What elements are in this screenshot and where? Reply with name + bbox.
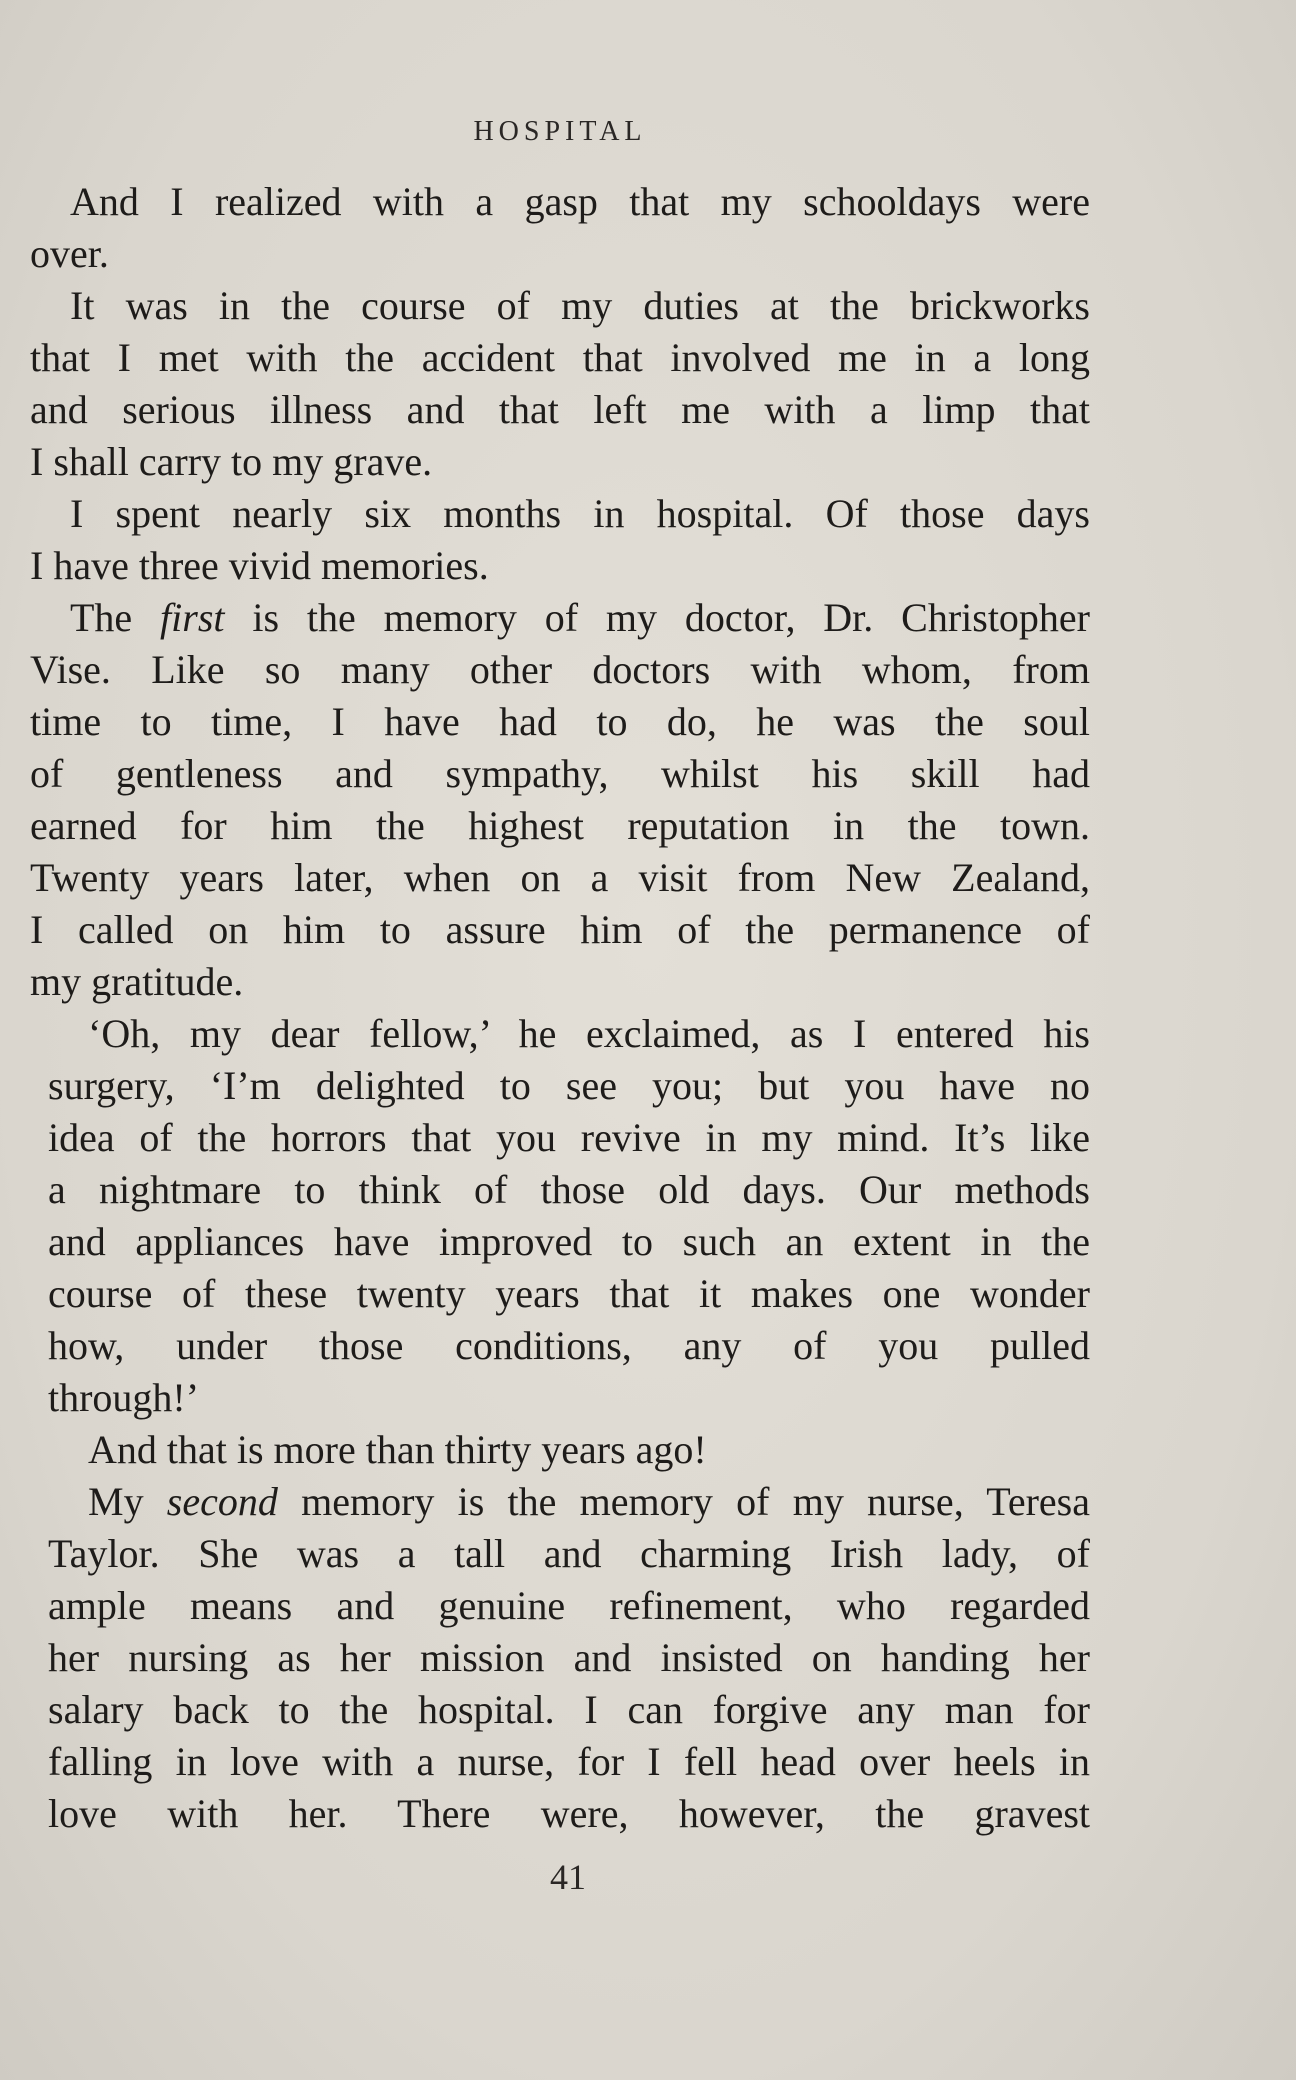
text-run: I spent nearly six months in hospital. Of those days — [70, 491, 1090, 536]
text-line — [30, 1268, 1090, 1320]
text-run: over. — [30, 231, 109, 276]
text-line — [30, 1320, 1090, 1372]
text-run: I shall carry to my grave. — [30, 439, 433, 484]
text-run: that I met with the accident that involved me in a long — [30, 335, 1090, 380]
text-line — [30, 384, 1090, 436]
italic-word: second — [166, 1479, 278, 1524]
text-line — [30, 1476, 1090, 1528]
text-line — [30, 1736, 1090, 1788]
text-run: ample means and genuine refinement, who regarded — [48, 1583, 1090, 1628]
text-run: idea of the horrors that you revive in my mind. It’s like — [48, 1115, 1090, 1160]
text-line — [30, 1684, 1090, 1736]
text-run: salary back to the hospital. I can forgive any man for — [48, 1687, 1090, 1732]
text-line — [30, 956, 1090, 1008]
text-line — [30, 1424, 1090, 1476]
text-line — [30, 1580, 1090, 1632]
text-line — [30, 488, 1090, 540]
text-run: Taylor. She was a tall and charming Irish lady, of — [48, 1531, 1090, 1576]
text-line — [30, 1528, 1090, 1580]
text-run: I called on him to assure him of the permanence of — [30, 907, 1090, 952]
text-line — [30, 852, 1090, 904]
text-line — [30, 1632, 1090, 1684]
text-line — [30, 540, 1090, 592]
text-run: her nursing as her mission and insisted on handing her — [48, 1635, 1090, 1680]
body-text — [30, 176, 1090, 1840]
text-run: It was in the course of my duties at the brickworks — [70, 283, 1090, 328]
text-line — [30, 332, 1090, 384]
text-run: memory is the memory of my nurse, Teresa — [277, 1479, 1090, 1524]
text-line — [30, 696, 1090, 748]
text-run: My — [88, 1479, 167, 1524]
text-run: earned for him the highest reputation in the town. — [30, 803, 1090, 848]
running-head: HOSPITAL — [473, 116, 647, 147]
text-run: Twenty years later, when on a visit from New Zealand, — [30, 855, 1090, 900]
page-number: 41 — [550, 1857, 586, 1897]
text-run: ‘Oh, my dear fellow,’ he exclaimed, as I entered his — [88, 1011, 1090, 1056]
text-run: is the memory of my doctor, Dr. Christopher — [224, 595, 1090, 640]
text-line — [30, 800, 1090, 852]
text-line — [30, 436, 1090, 488]
text-line — [30, 176, 1090, 228]
text-line — [30, 748, 1090, 800]
text-run: And that is more than thirty years ago! — [88, 1427, 707, 1472]
text-run: a nightmare to think of those old days. Our methods — [48, 1167, 1090, 1212]
text-line — [30, 1008, 1090, 1060]
text-run: I have three vivid memories. — [30, 543, 489, 588]
text-line — [30, 904, 1090, 956]
text-line — [30, 1372, 1090, 1424]
text-line — [30, 1060, 1090, 1112]
text-run: surgery, ‘I’m delighted to see you; but you have no — [48, 1063, 1090, 1108]
text-run: course of these twenty years that it makes one wonder — [48, 1271, 1090, 1316]
text-run: of gentleness and sympathy, whilst his skill had — [30, 751, 1090, 796]
text-run: The — [70, 595, 161, 640]
text-run: falling in love with a nurse, for I fell head over heels in — [48, 1739, 1090, 1784]
text-run: time to time, I have had to do, he was the soul — [30, 699, 1090, 744]
text-run: and serious illness and that left me with a limp that — [30, 387, 1090, 432]
text-line — [30, 1112, 1090, 1164]
text-run: through!’ — [48, 1375, 200, 1420]
text-run: my gratitude. — [30, 959, 244, 1004]
text-line — [30, 644, 1090, 696]
text-line — [30, 1164, 1090, 1216]
italic-word: first — [160, 595, 225, 640]
text-run: Vise. Like so many other doctors with whom, from — [30, 647, 1090, 692]
text-run: and appliances have improved to such an extent in the — [48, 1219, 1090, 1264]
text-line — [30, 1788, 1090, 1840]
text-run: love with her. There were, however, the gravest — [48, 1791, 1090, 1836]
text-line — [30, 280, 1090, 332]
text-line — [30, 1216, 1090, 1268]
text-line — [30, 228, 1090, 280]
text-run: And I realized with a gasp that my schooldays were — [70, 179, 1090, 224]
text-run: how, under those conditions, any of you pulled — [48, 1323, 1090, 1368]
text-line — [30, 592, 1090, 644]
